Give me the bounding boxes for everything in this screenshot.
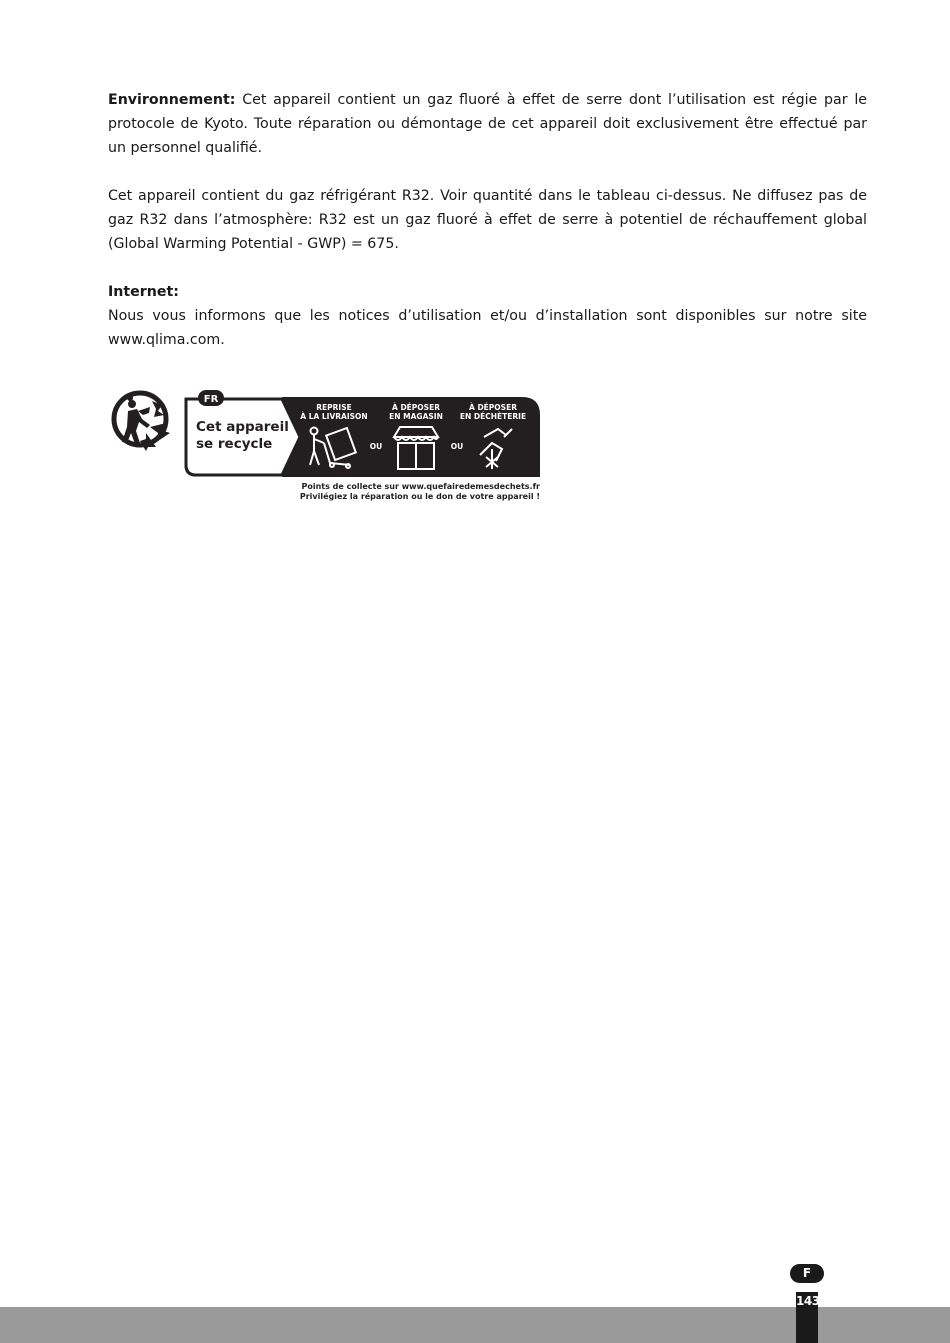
environment-label: Environnement: [108,92,236,108]
separator-1: OU [369,442,383,451]
page-number: 143 [796,1294,820,1308]
document-body [108,88,867,376]
recycle-title-line1: Cet appareil [196,419,289,435]
collection-points-text: Points de collecte sur www.quefairedemesdechets.fr [301,482,540,491]
option3-label-line1: À DÉPOSER [469,403,517,412]
internet-paragraph [108,280,867,352]
r32-paragraph: Cet appareil contient du gaz réfrigérant R32. Voir quantité dans le tableau ci-dessus. Ne diffusez pas de gaz R32 dans l’atmosphère: R32 est un gaz fluoré à effet de serre à potentiel de réchauffement global (Global Warming Potential - GWP) = 675. [108,188,867,252]
triman-icon [114,393,170,451]
internet-label: Internet: [108,284,179,300]
internet-text: Nous vous informons que les notices d’utilisation et/ou d’installation sont disponibles sur notre site www.qlima.com. [108,308,867,348]
option1-label-line1: REPRISE [316,403,352,412]
separator-2: OU [450,442,464,451]
environment-text: Cet appareil contient un gaz fluoré à effet de serre dont l’utilisation est régie par le protocole de Kyoto. Toute réparation ou démontage de cet appareil doit exclusivement être effectué par un personnel qualifié. [108,92,867,156]
option1-label-line2: À LA LIVRAISON [300,412,368,421]
recycle-title-line2: se recycle [196,436,273,452]
language-badge: F [790,1264,824,1283]
option3-label-line2: EN DÉCHÈTERIE [459,412,527,421]
option2-label-line1: À DÉPOSER [392,403,440,412]
country-badge: FR [203,394,219,405]
repair-advice-text: Privilégiez la réparation ou le don de votre appareil ! [299,492,540,501]
environment-paragraph [108,88,867,160]
option2-label-line2: EN MAGASIN [389,412,443,421]
triman-recycling-logo [110,387,544,505]
